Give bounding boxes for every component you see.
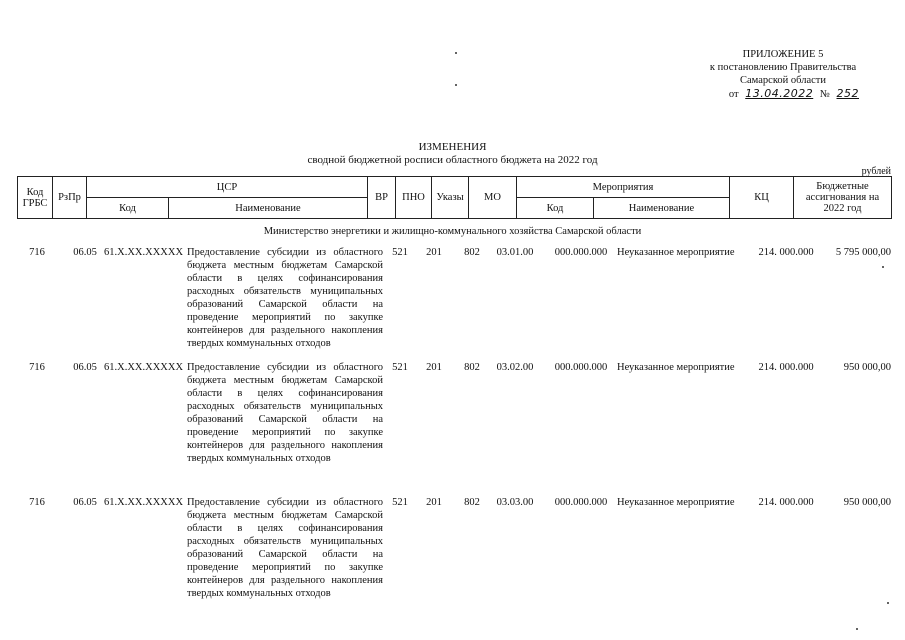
header-vr: ВР [368, 177, 396, 219]
cell-mo: 03.01.00 [496, 247, 534, 258]
cell-rzpr: 06.05 [73, 497, 97, 508]
appendix-block [703, 48, 863, 101]
cell-budget-sum: 950 000,00 [843, 362, 891, 373]
cell-ukazy: 802 [464, 497, 480, 508]
appendix-resolution: к постановлению Правительства [709, 62, 857, 73]
cell-ukazy: 802 [464, 362, 480, 373]
cell-budget-sum: 950 000,00 [843, 497, 891, 508]
cell-measure-code: 000.000.000 [554, 362, 608, 373]
scan-speck [887, 602, 889, 604]
appendix-region: Самарской области [740, 75, 826, 86]
cell-mo: 03.03.00 [496, 497, 534, 508]
scan-speck [455, 52, 457, 54]
appendix-title: ПРИЛОЖЕНИЕ 5 [742, 49, 824, 60]
cell-kc: 214. 000.000 [758, 247, 814, 258]
header-measures-name: Наименование [594, 198, 730, 219]
title-line-2: сводной бюджетной росписи областного бюджета на 2022 год [307, 154, 598, 166]
header-grbs: Код ГРБС [18, 177, 53, 219]
cell-grbs: 716 [29, 497, 45, 508]
header-kc: КЦ [730, 177, 794, 219]
cell-kc: 214. 000.000 [758, 497, 814, 508]
scan-speck [882, 266, 884, 268]
cell-pno: 201 [426, 497, 442, 508]
currency-unit: рублей [861, 166, 891, 177]
document-title [0, 141, 905, 167]
cell-grbs: 716 [29, 362, 45, 373]
handwritten-date: 13.04.2022 [745, 87, 814, 100]
cell-measure-code: 000.000.000 [554, 497, 608, 508]
cell-vr: 521 [392, 247, 408, 258]
cell-budget-sum: 5 795 000,00 [835, 247, 891, 258]
cell-measure-code: 000.000.000 [554, 247, 608, 258]
cell-rzpr: 06.05 [73, 247, 97, 258]
number-label: № [819, 89, 830, 100]
scan-speck [455, 84, 457, 86]
cell-csr-name: Предоставление субсидии из областного бюджета местным бюджетам Самарской области в целях софинансирования расходных обязательств муниципальных образований Самарской области на проведение мероприятий по закупке контейнеров для раздельного накопления твердых коммунальных отходов [187, 497, 383, 599]
header-ukazy: Указы [432, 177, 469, 219]
header-measures: Мероприятия [517, 177, 730, 198]
header-csr-name: Наименование [169, 198, 368, 219]
handwritten-number: 252 [836, 87, 859, 100]
ministry-heading: Министерство энергетики и жилищно-коммунального хозяйства Самарской области [263, 226, 642, 237]
scan-speck [856, 628, 858, 630]
header-csr: ЦСР [87, 177, 368, 198]
from-label: от [728, 89, 739, 100]
header-csr-code: Код [87, 198, 169, 219]
cell-csr-code: 61.X.XX.XXXXX [104, 362, 184, 373]
cell-rzpr: 06.05 [73, 362, 97, 373]
cell-pno: 201 [426, 362, 442, 373]
header-budget: Бюджетные ассигнования на 2022 год [794, 177, 892, 219]
title-line-1: ИЗМЕНЕНИЯ [418, 141, 487, 153]
cell-csr-code: 61.X.XX.XXXXX [104, 497, 184, 508]
cell-measure-name: Неуказанное мероприятие [617, 362, 735, 373]
header-measures-code: Код [517, 198, 594, 219]
header-mo: МО [469, 177, 517, 219]
appendix-date-line [703, 87, 863, 101]
cell-pno: 201 [426, 247, 442, 258]
cell-measure-name: Неуказанное мероприятие [617, 497, 735, 508]
cell-mo: 03.02.00 [496, 362, 534, 373]
cell-ukazy: 802 [464, 247, 480, 258]
cell-vr: 521 [392, 362, 408, 373]
cell-vr: 521 [392, 497, 408, 508]
cell-csr-name: Предоставление субсидии из областного бюджета местным бюджетам Самарской области в целях софинансирования расходных обязательств муниципальных образований Самарской области на проведение мероприятий по закупке контейнеров для раздельного накопления твердых коммунальных отходов [187, 362, 383, 464]
cell-csr-code: 61.X.XX.XXXXX [104, 247, 184, 258]
header-pno: ПНО [396, 177, 432, 219]
table-header [17, 176, 892, 219]
header-rzpr: РзПр [53, 177, 87, 219]
cell-csr-name: Предоставление субсидии из областного бюджета местным бюджетам Самарской области в целях софинансирования расходных обязательств муниципальных образований Самарской области на проведение мероприятий по закупке контейнеров для раздельного накопления твердых коммунальных отходов [187, 247, 383, 349]
cell-grbs: 716 [29, 247, 45, 258]
cell-kc: 214. 000.000 [758, 362, 814, 373]
cell-measure-name: Неуказанное мероприятие [617, 247, 735, 258]
